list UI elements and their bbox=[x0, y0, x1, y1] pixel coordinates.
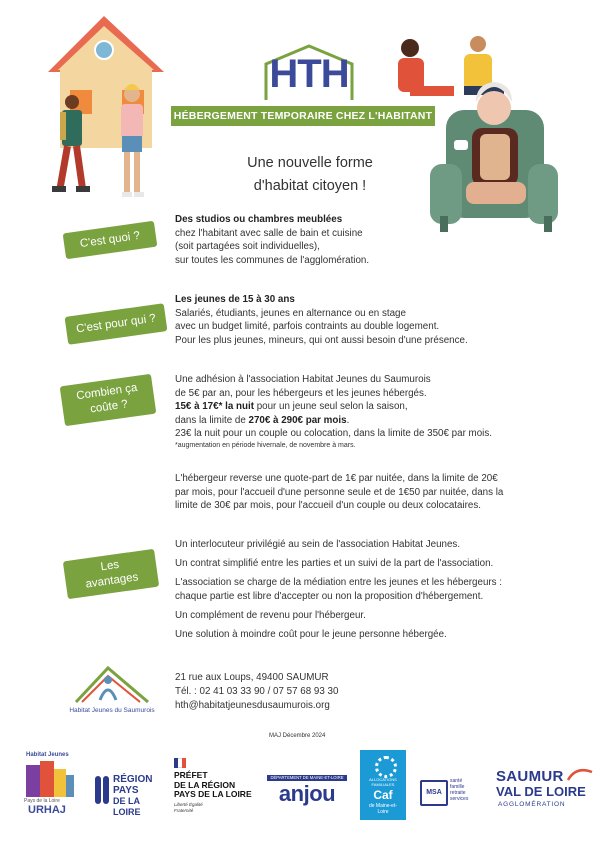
tag-les-avantages bbox=[63, 549, 159, 599]
contact-email[interactable]: hth@habitatjeunesdusaumurois.org bbox=[175, 700, 330, 711]
hth-logo-band: HÉBERGEMENT TEMPORAIRE CHEZ L'HABITANT bbox=[171, 106, 435, 126]
saumur-wave-icon bbox=[566, 768, 594, 784]
section-line: Une adhésion à l'association Habitat Jeunes du Saumurois bbox=[175, 374, 431, 385]
msa-line: services bbox=[450, 796, 469, 802]
avantage-item: Une solution à moindre coût pour le jeune personne hébergée. bbox=[175, 628, 447, 640]
section-title: Les jeunes de 15 à 30 ans bbox=[175, 294, 295, 305]
price-single-highlight: 15€ à 17€* la nuit bbox=[175, 401, 254, 413]
section-line: de 5€ par an, pour les hébergeurs et les jeunes hébergés. bbox=[175, 387, 427, 399]
region-pays-de-la-loire-logo bbox=[95, 772, 165, 817]
avantage-item: Un complément de revenu pour l'hébergeur. bbox=[175, 609, 366, 621]
tagline-line: d'habitat citoyen ! bbox=[253, 178, 367, 194]
contact-address: 21 rue aux Loups, 49400 SAUMUR bbox=[175, 672, 329, 683]
msa-line: santé bbox=[450, 778, 463, 784]
elder-armchair-illustration bbox=[380, 36, 560, 236]
saumur-val-de-loire-logo bbox=[496, 768, 596, 812]
tag-cest-quoi: C'est quoi ? bbox=[63, 221, 158, 260]
avantage-item: L'association se charge de la médiation entre les jeunes et les hébergeurs : bbox=[175, 577, 502, 589]
msa-line: famille bbox=[450, 784, 465, 790]
caf-flower-icon bbox=[375, 756, 397, 778]
section-combien bbox=[175, 373, 575, 451]
section-quoi bbox=[175, 213, 575, 267]
caf-top: ALLOCATIONS FAMILIALES bbox=[369, 777, 397, 787]
msa-line: retraite bbox=[450, 790, 466, 796]
section-avantages bbox=[175, 538, 575, 642]
tag-combien-ca-coute bbox=[60, 374, 157, 426]
avantage-item: chaque partie est libre d'accepter ou non la proposition d'hébergement. bbox=[175, 590, 484, 602]
saumur-line: SAUMUR bbox=[496, 768, 564, 785]
prefet-line: DE LA RÉGION bbox=[174, 779, 236, 790]
section-title: Des studios ou chambres meublées bbox=[175, 214, 343, 225]
section-line: Pour les plus jeunes, mineurs, qui ont aussi besoin d'une présence. bbox=[175, 334, 468, 346]
caf-logo bbox=[360, 750, 406, 820]
price-single-line bbox=[175, 400, 575, 414]
tagline-line: Une nouvelle forme bbox=[247, 155, 373, 171]
msa-logo bbox=[420, 778, 486, 806]
price-limit-line bbox=[175, 414, 575, 428]
anjou-logo bbox=[267, 775, 347, 809]
prefet-line: PAYS DE LA LOIRE bbox=[174, 789, 252, 799]
caf-name: Caf bbox=[373, 788, 393, 802]
tag-line: coûte ? bbox=[89, 398, 129, 416]
avantage-item: Un interlocuteur privilégié au sein de l'association Habitat Jeunes. bbox=[175, 539, 461, 550]
prefet-line: PRÉFET bbox=[174, 770, 208, 780]
urhaj-logo bbox=[22, 752, 82, 816]
section-line: (soit partagées soit individuelles), bbox=[175, 241, 320, 253]
prefet-region-logo bbox=[174, 758, 260, 814]
section-line: avec un budget limité, parfois contraints au double logement. bbox=[175, 321, 440, 333]
section-line: Salariés, étudiants, jeunes en alternance ou en stage bbox=[175, 307, 406, 319]
tag-line: Les bbox=[99, 558, 120, 574]
anjou-name: anjou bbox=[278, 781, 336, 806]
update-note: MAJ Décembre 2024 bbox=[269, 733, 326, 739]
section-line: sur toutes les communes de l'agglomération. bbox=[175, 254, 370, 266]
habitat-jeunes-saumurois-logo bbox=[68, 662, 156, 714]
urhaj-blocks bbox=[26, 761, 74, 797]
section-line: L'hébergeur reverse une quote-part de 1€ par nuitée, dans la limite de 20€ bbox=[175, 473, 498, 484]
section-hebergeur bbox=[175, 472, 570, 513]
urhaj-top: Habitat Jeunes bbox=[26, 752, 69, 758]
region-line: DE LA LOIRE bbox=[113, 796, 141, 817]
price-single-rest: pour un jeune seul selon la saison, bbox=[253, 401, 408, 413]
section-line: chez l'habitant avec salle de bain et cuisine bbox=[175, 227, 363, 239]
tag-line: Combien ça bbox=[75, 381, 139, 403]
section-line: par mois, pour l'accueil d'une personne seule et de 1€50 par nuitée, dans la bbox=[175, 486, 504, 498]
hth-logo-letters: HTH bbox=[269, 52, 349, 96]
house-youths-illustration bbox=[42, 12, 167, 202]
prefet-motto: Liberté Égalité Fraternité bbox=[174, 802, 203, 813]
region-line: RÉGION bbox=[113, 774, 153, 785]
region-line: PAYS bbox=[113, 785, 139, 796]
tag-cest-pour-qui: C'est pour qui ? bbox=[65, 303, 168, 345]
section-line: 23€ la nuit pour un couple ou colocation, dans la limite de 350€ par mois. bbox=[175, 428, 492, 440]
saumur-line: VAL DE LOIRE bbox=[496, 784, 586, 799]
price-limit-start: dans la limite de bbox=[175, 414, 249, 426]
price-limit-end: . bbox=[346, 414, 350, 426]
urhaj-name: URHAJ bbox=[28, 804, 66, 816]
contact-block bbox=[175, 671, 338, 713]
msa-name: MSA bbox=[420, 780, 448, 806]
assoc-logo-text: Habitat Jeunes du Saumurois bbox=[69, 707, 155, 714]
tag-line: avantages bbox=[84, 571, 140, 591]
contact-phone: Tél. : 02 41 03 33 90 / 07 57 68 93 30 bbox=[175, 686, 339, 697]
saumur-line: AGGLOMÉRATION bbox=[498, 801, 566, 808]
section-line: limite de 30€ par mois, pour l'accueil d'un couple ou deux colocataires. bbox=[175, 500, 481, 512]
section-pour-qui bbox=[175, 293, 575, 347]
caf-sub: de Maine-et-Loire bbox=[368, 803, 398, 815]
urhaj-sub: Pays de la Loire bbox=[24, 798, 60, 804]
price-limit-highlight: 270€ à 290€ par mois bbox=[248, 414, 347, 426]
price-footnote: *augmentation en période hivernale, de novembre à mars. bbox=[175, 441, 356, 449]
anjou-top: DÉPARTEMENT DE MAINE-ET-LOIRE bbox=[267, 775, 347, 781]
avantage-item: Un contrat simplifié entre les parties et un suivi de la part de l'association. bbox=[175, 558, 494, 570]
